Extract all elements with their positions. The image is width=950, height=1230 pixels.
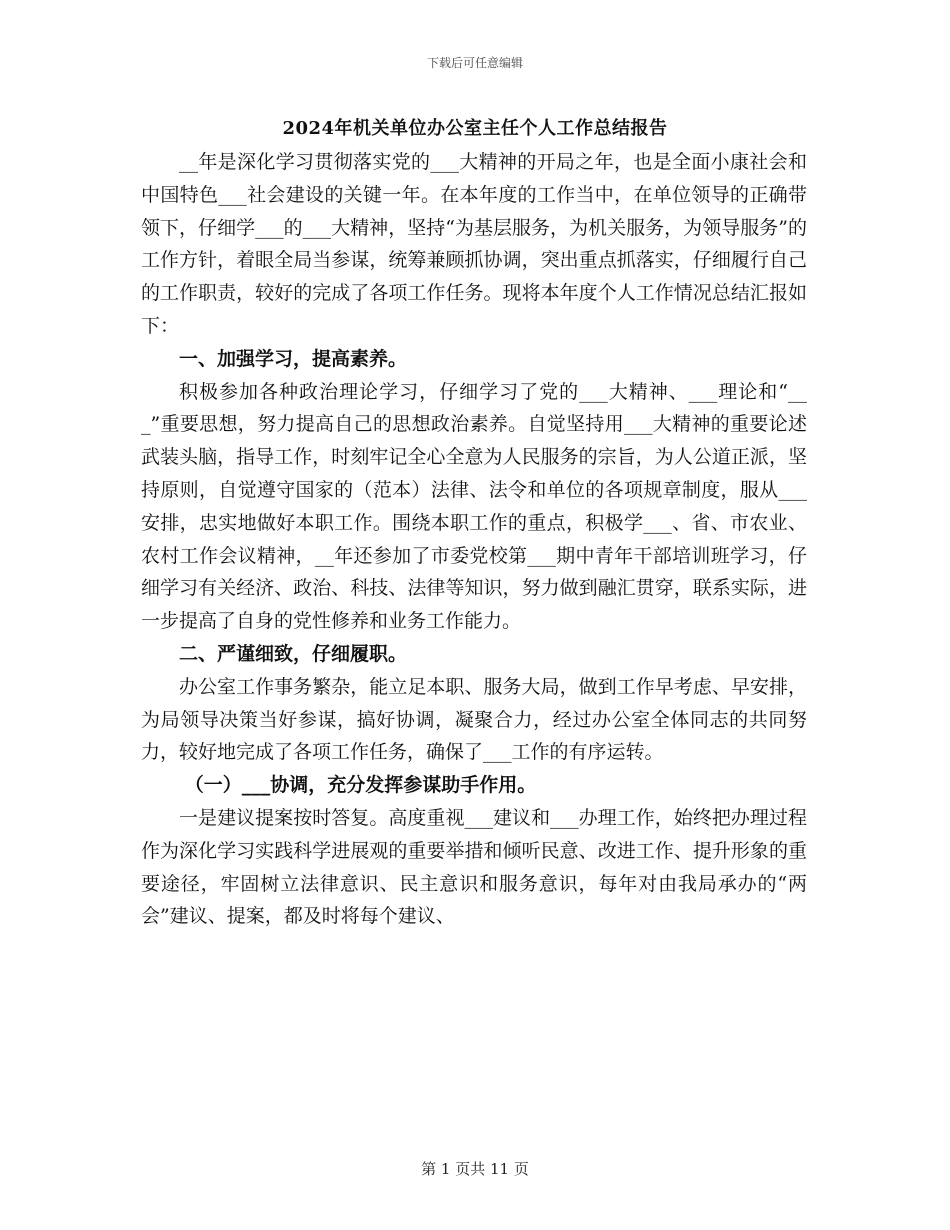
section-2-paragraph: 办公室工作事务繁杂，能立足本职、服务大局，做到工作早考虑、早安排，为局领导决策当好参谋，搞好协调，凝聚合力，经过办公室全体同志的共同努力，较好地完成了各项工作任务，确保了___工作的有序运转。 [141, 675, 807, 764]
intro-paragraph: __年是深化学习贯彻落实党的___大精神的开局之年，也是全面小康社会和中国特色___社会建设的关键一年。在本年度的工作当中，在单位领导的正确带领下，仔细学___的___大精神，坚持“为基层服务，为机关服务，为领导服务”的工作方针，着眼全局当参谋，统筹兼顾抓协调，突出重点抓落实，仔细履行自己的工作职责，较好的完成了各项工作任务。现将本年度个人工作情况总结汇报如下： [141, 151, 807, 337]
header-note: 下载后可任意编辑 [426, 56, 523, 70]
document-title: 2024年机关单位办公室主任个人工作总结报告 [282, 118, 668, 139]
section-2-heading: 二、严谨细致，仔细履职。 [179, 642, 408, 665]
subsection-1-heading: （一）___协调，充分发挥参谋助手作用。 [184, 774, 537, 797]
subsection-1-paragraph: 一是建议提案按时答复。高度重视___建议和___办理工作，始终把办理过程作为深化学习实践科学进展观的重要举措和倾听民意、改进工作、提升形象的重要途径，牢固树立法律意识、民主意识和服务意识，每年对由我局承办的“两会”建议、提案，都及时将每个建议、 [141, 806, 807, 928]
document-body [141, 146, 807, 933]
section-1-paragraph: 积极参加各种政治理论学习，仔细学习了党的___大精神、___理论和“___”重要思想，努力提高自己的思想政治素养。自觉坚持用___大精神的重要论述武装头脑，指导工作，时刻牢记全心全意为人民服务的宗旨，为人公道正派，坚持原则，自觉遵守国家的（范本）法律、法令和单位的各项规章制度，服从___安排，忠实地做好本职工作。围绕本职工作的重点，积极学___、省、市农业、农村工作会议精神，__年还参加了市委党校第___期中青年干部培训班学习，仔细学习有关经济、政治、科技、法律等知识，努力做到融汇贯穿，联系实际，进一步提高了自身的党性修养和业务工作能力。 [141, 380, 807, 633]
page-number-footer: 第 1 页共 11 页 [421, 1160, 529, 1178]
section-1-heading: 一、加强学习，提高素养。 [179, 347, 408, 370]
